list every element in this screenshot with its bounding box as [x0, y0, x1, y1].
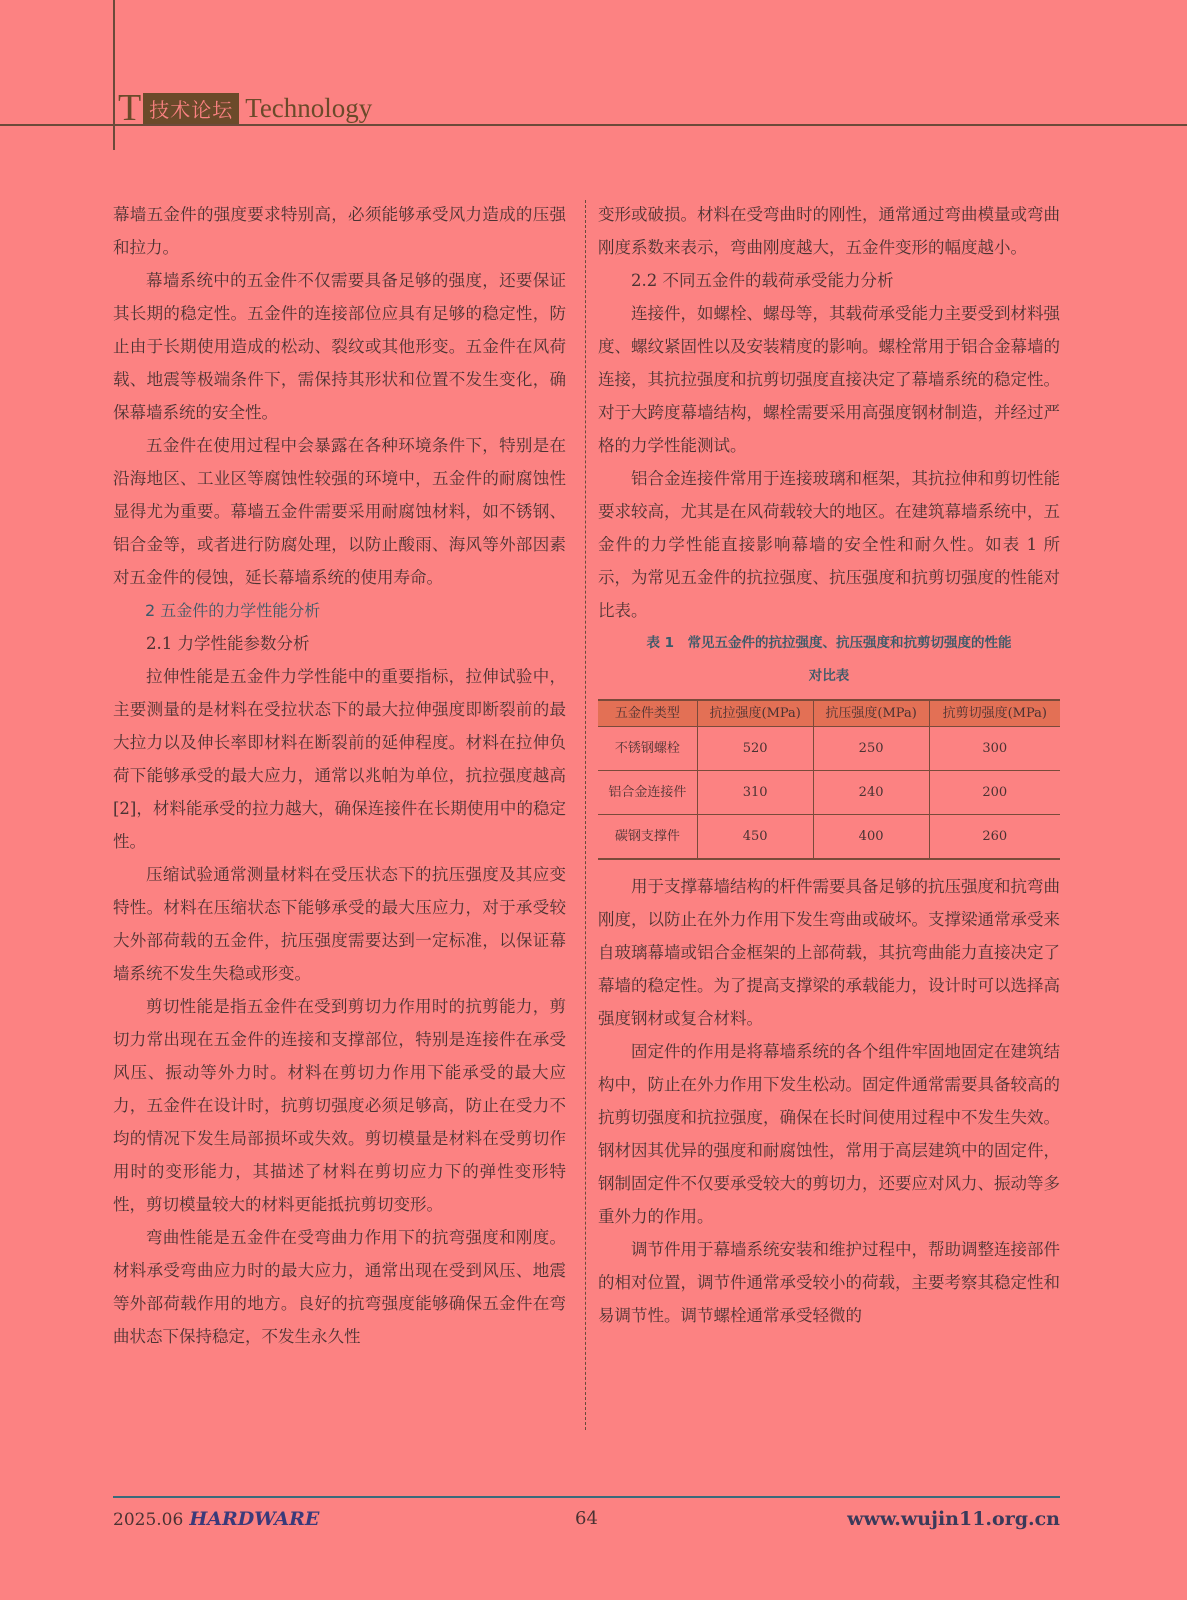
page-number: 64 — [575, 1508, 598, 1529]
table-cell: 240 — [813, 771, 929, 815]
table-cell: 310 — [697, 771, 813, 815]
table-cell: 铝合金连接件 — [598, 771, 697, 815]
table-header-cell: 五金件类型 — [598, 700, 697, 727]
column-divider — [585, 200, 586, 1430]
footer-url: www.wujin11.org.cn — [847, 1508, 1060, 1530]
table-row — [598, 815, 1060, 860]
table-header-cell: 抗剪切强度(MPa) — [929, 700, 1060, 727]
table-header-cell: 抗拉强度(MPa) — [697, 700, 813, 727]
paragraph: 拉伸性能是五金件力学性能中的重要指标，拉伸试验中，主要测量的是材料在受拉状态下的最大拉伸强度即断裂前的最大拉力以及伸长率即材料在断裂前的延伸程度。材料在拉伸负荷下能够承受的最大应力，通常以兆帕为单位，抗拉强度越高[2]，材料能承受的拉力越大，确保连接件在长期使用中的稳定性。 — [113, 667, 566, 851]
footer-rule — [113, 1496, 1060, 1498]
header-letter-logo: T — [118, 87, 142, 129]
paragraph: 幕墙系统中的五金件不仅需要具备足够的强度，还要保证其长期的稳定性。五金件的连接部位应具有足够的稳定性，防止由于长期使用造成的松动、裂纹或其他形变。五金件在风荷载、地震等极端条件下，需保持其形状和位置不发生变化，确保幕墙系统的安全性。 — [113, 271, 566, 422]
table-row — [598, 727, 1060, 771]
table-row — [598, 771, 1060, 815]
section-heading: 2 五金件的力学性能分析 — [145, 601, 321, 620]
paragraph: 五金件在使用过程中会暴露在各种环境条件下，特别是在沿海地区、工业区等腐蚀性较强的环境中，五金件的耐腐蚀性显得尤为重要。幕墙五金件需要采用耐腐蚀材料，如不锈钢、铝合金等，或者进行防腐处理，以防止酸雨、海风等外部因素对五金件的侵蚀，延长幕墙系统的使用寿命。 — [113, 436, 566, 587]
paragraph: 固定件的作用是将幕墙系统的各个组件牢固地固定在建筑结构中，防止在外力作用下发生松动。固定件通常需要具备较高的抗剪切强度和抗拉强度，确保在长时间使用过程中不发生失效。钢材因其优异的强度和耐腐蚀性，常用于高层建筑中的固定件，钢制固定件不仅要承受较大的剪切力，还要应对风力、振动等多重外力的作用。 — [598, 1042, 1060, 1226]
left-text-column — [113, 198, 566, 1353]
paragraph: 连接件，如螺栓、螺母等，其载荷承受能力主要受到材料强度、螺纹紧固性以及安装精度的影响。螺栓常用于铝合金幕墙的连接，其抗拉强度和抗剪切强度直接决定了幕墙系统的稳定性。对于大跨度幕墙结构，螺栓需要采用高强度钢材制造，并经过严格的力学性能测试。 — [598, 304, 1060, 455]
paragraph: 压缩试验通常测量材料在受压状态下的抗压强度及其应变特性。材料在压缩状态下能够承受的最大压应力，对于承受较大外部荷载的五金件，抗压强度需要达到一定标准，以保证幕墙系统不发生失稳或形变。 — [113, 865, 566, 983]
section-header — [118, 88, 372, 128]
header-english-title: Technology — [245, 92, 373, 123]
right-text-column — [598, 198, 1060, 1332]
table-cell: 250 — [813, 727, 929, 771]
paragraph: 铝合金连接件常用于连接玻璃和框架，其抗拉伸和剪切性能要求较高，尤其是在风荷载较大的地区。在建筑幕墙系统中，五金件的力学性能直接影响幕墙的安全性和耐久性。如表 1 所示，为常见五金件的抗拉强度、抗压强度和抗剪切强度的性能对比表。 — [598, 469, 1060, 620]
footer-issue: 2025.06 HARDWARE — [113, 1508, 320, 1530]
table-header-cell: 抗压强度(MPa) — [813, 700, 929, 727]
table-caption: 表 1 常见五金件的抗拉强度、抗压强度和抗剪切强度的性能 对比表 — [646, 635, 1012, 684]
paragraph: 弯曲性能是五金件在受弯曲力作用下的抗弯强度和刚度。材料承受弯曲应力时的最大应力，通常出现在受到风压、地震等外部荷载作用的地方。良好的抗弯强度能够确保五金件在弯曲状态下保持稳定，不发生永久性 — [113, 1228, 566, 1346]
section-heading: 2.1 力学性能参数分析 — [146, 634, 310, 653]
table-cell: 400 — [813, 815, 929, 860]
table-cell: 450 — [697, 815, 813, 860]
paragraph: 变形或破损。材料在受弯曲时的刚性，通常通过弯曲模量或弯曲刚度系数来表示，弯曲刚度越大，五金件变形的幅度越小。 — [598, 205, 1060, 257]
header-vertical-rule — [113, 0, 115, 150]
paragraph: 剪切性能是指五金件在受到剪切力作用时的抗剪能力，剪切力常出现在五金件的连接和支撑部位，特别是连接件在承受风压、振动等外力时。材料在剪切力作用下能承受的最大应力，五金件在设计时，抗剪切强度必须足够高，防止在受力不均的情况下发生局部损坏或失效。剪切模量是材料在受剪切作用时的变形能力，其描述了材料在剪切应力下的弹性变形特性，剪切模量较大的材料更能抵抗剪切变形。 — [113, 997, 566, 1214]
comparison-table — [598, 699, 1060, 860]
table-cell: 300 — [929, 727, 1060, 771]
table-cell: 碳钢支撑件 — [598, 815, 697, 860]
header-badge: 技术论坛 — [143, 93, 239, 124]
table-cell: 200 — [929, 771, 1060, 815]
section-heading: 2.2 不同五金件的载荷承受能力分析 — [631, 271, 894, 290]
paragraph: 用于支撑幕墙结构的杆件需要具备足够的抗压强度和抗弯曲刚度，以防止在外力作用下发生弯曲或破坏。支撑梁通常承受来自玻璃幕墙或铝合金框架的上部荷载，其抗弯曲能力直接决定了幕墙的稳定性。为了提高支撑梁的承载能力，设计时可以选择高强度钢材或复合材料。 — [598, 877, 1060, 1028]
footer-magazine-name: HARDWARE — [189, 1508, 320, 1530]
paragraph: 调节件用于幕墙系统安装和维护过程中，帮助调整连接部件的相对位置，调节件通常承受较小的荷载，主要考察其稳定性和易调节性。调节螺栓通常承受轻微的 — [598, 1240, 1060, 1325]
table-cell: 520 — [697, 727, 813, 771]
paragraph: 幕墙五金件的强度要求特别高，必须能够承受风力造成的压强和拉力。 — [113, 205, 566, 257]
table-cell: 260 — [929, 815, 1060, 860]
table-cell: 不锈钢螺栓 — [598, 727, 697, 771]
